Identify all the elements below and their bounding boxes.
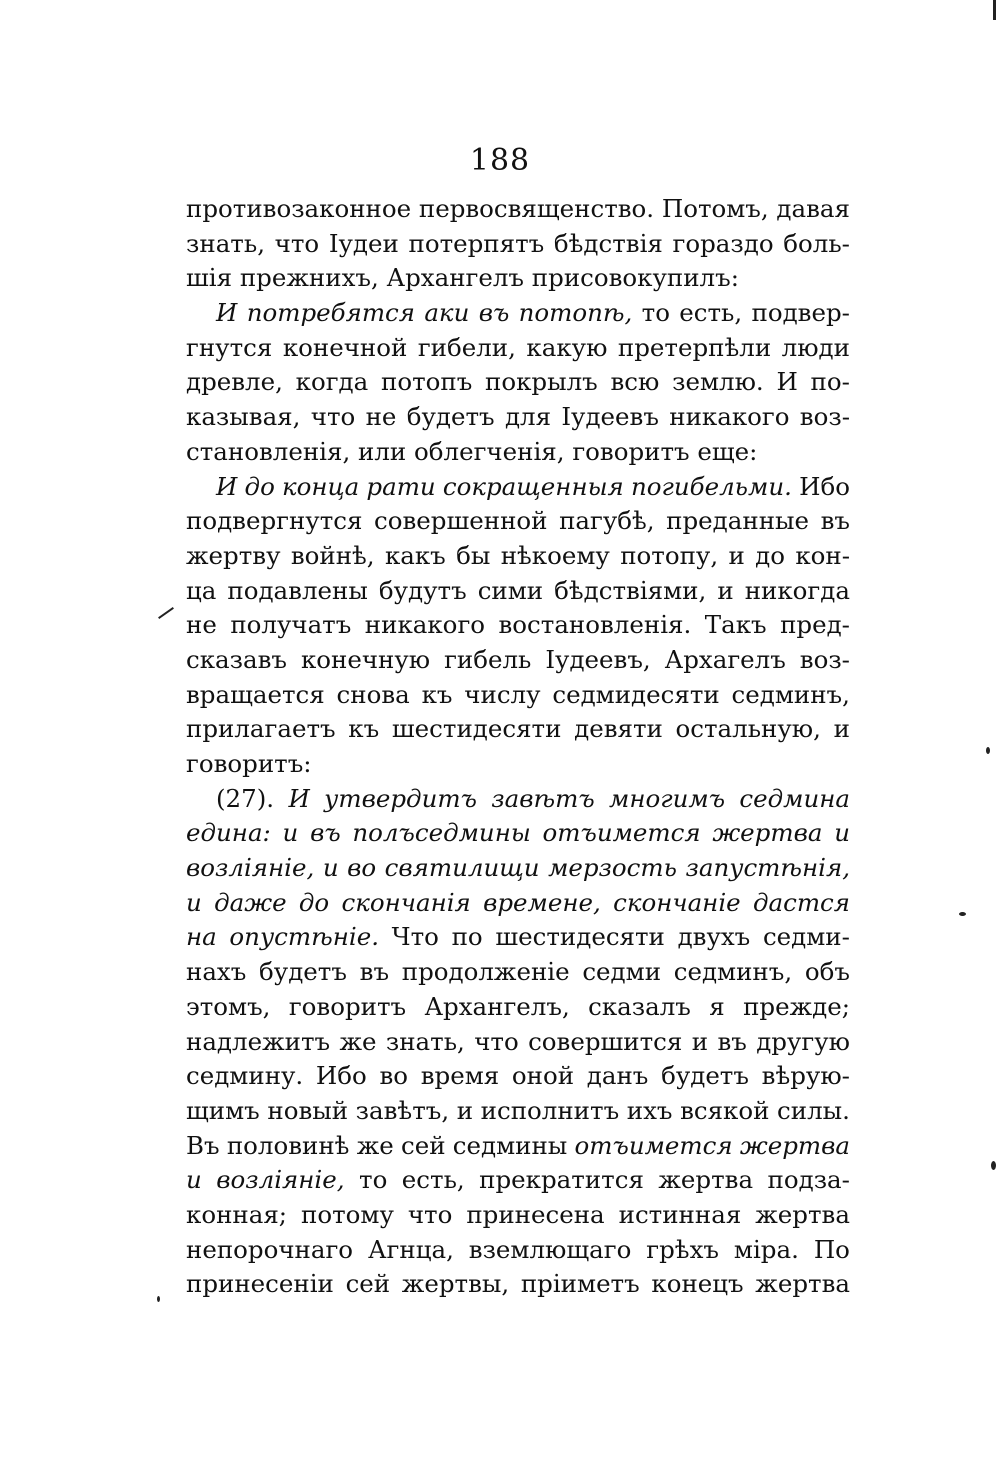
word: конечной [282,332,408,362]
word: сей [400,1130,446,1160]
word: до [755,540,785,570]
text-line [186,539,850,574]
text-line [186,608,850,643]
word: будетъ [259,957,347,987]
word: едина: [186,818,271,848]
word: будетъ [406,402,495,432]
word: новый [267,1095,349,1125]
word: силы. [777,1095,850,1125]
word: погибельми. [630,471,792,501]
word: къ [348,714,380,744]
word: подвергнутся [186,506,363,536]
word: жертву [186,540,281,570]
word: казывая, [186,402,301,432]
word: сей [345,1269,391,1299]
word: седмина [739,783,850,813]
word: седми [582,957,662,987]
word: сими [477,575,544,605]
word: вземлющаго [468,1234,632,1264]
word: запустѣнія, [685,853,850,883]
word: Іудеи [328,228,399,258]
word: преданные [666,506,810,536]
word: даже [214,887,287,917]
word: двухъ [677,922,751,952]
word: противозаконное [186,194,412,223]
word: продолженіе [401,957,570,987]
word: бѣдствіями, [554,575,707,605]
word: И [216,298,238,328]
word: бы [456,540,491,570]
word: будутъ [378,575,467,605]
word: данъ [586,1061,649,1091]
word: возліяніе, [216,1165,345,1195]
word: ихъ [626,1095,673,1125]
text-line [186,400,850,435]
word: нахъ [186,957,247,987]
word: подвер- [751,298,850,328]
word: прилагаетъ [186,714,336,744]
word: сказавъ [186,644,287,674]
word: конная; [186,1199,288,1229]
word: гнутся [186,332,273,362]
word: Въ [186,1130,220,1160]
word: и [282,818,299,848]
word: вѣрую- [761,1061,850,1091]
word: время [420,1061,500,1091]
word: когда [295,367,369,397]
word: землю. [672,367,764,397]
word: въ [717,1026,747,1056]
text-line [186,1129,850,1164]
word: (27). [216,783,275,813]
word: что [310,402,356,432]
word: бѣдствія [553,228,663,258]
word: потопу, [620,540,719,570]
speck [157,1296,160,1302]
text-line [186,747,850,782]
text-line [186,470,850,505]
word: сокращенныя [442,471,624,501]
word: потребятся [246,298,415,328]
word: ца [186,575,217,605]
word: во [347,853,377,883]
word: по [451,922,483,952]
speck [991,1161,996,1170]
word: люди [781,332,850,362]
body-text [186,192,850,1302]
word: потому [301,1199,394,1229]
word: полъседмины [352,818,531,848]
word: И [776,367,798,397]
word: говоритъ: [186,749,312,778]
word: остальную, [675,714,821,744]
word: этомъ, [186,991,271,1021]
word: по- [810,367,850,397]
word: то [641,298,670,328]
word: до [244,471,275,501]
word: во [379,1061,409,1091]
word: подза- [767,1165,850,1195]
word: шестидесяти [391,714,562,744]
word: востановленія. [498,610,692,640]
word: говоритъ [288,991,407,1021]
word: принесена [466,1199,605,1229]
text-line [186,1233,850,1268]
word: и [834,818,850,848]
word: жертва [755,1269,850,1299]
word: Ибо [315,1061,367,1091]
word: скончанія [341,887,471,917]
word: жертва [755,1199,850,1229]
word: девяти [574,714,663,744]
word: завѣтъ, [355,1095,450,1125]
word: не [365,402,397,432]
word: конечную [300,644,431,674]
word: другую [756,1026,850,1056]
word: боль- [783,228,850,258]
word: Такъ [704,610,767,640]
text-line [186,955,850,990]
word: получатъ [230,610,352,640]
word: аки [424,298,470,328]
word: къ [421,679,453,709]
word: я [709,991,725,1021]
word: грѣхъ [646,1234,719,1264]
word: и [186,887,202,917]
word: войнѣ, [290,540,375,570]
word: прежде; [743,991,850,1021]
word: пред- [780,610,850,640]
text-line [186,678,850,713]
text-line [186,574,850,609]
word: никакого [669,402,790,432]
word: времене, [483,887,601,917]
word: жертвы, [401,1269,510,1299]
word: Что [391,922,439,952]
word: совершится [528,1026,683,1056]
word: утвердитъ [324,783,477,813]
word: есть, [401,1165,465,1195]
text-line [186,1025,850,1060]
word: Іудеевъ, [545,644,651,674]
word: же [339,1026,377,1056]
word: давая [776,194,850,223]
word: числу [464,679,541,709]
word: принесеніи [186,1269,334,1299]
word: что [407,1199,453,1229]
text-line [186,331,850,366]
word: Іудеевъ [561,402,659,432]
word: шестидесяти [495,922,665,952]
word: скончаніе [613,887,741,917]
word: седминъ, [673,957,793,987]
word: опустѣніе. [229,922,379,952]
word: какую [526,332,608,362]
word: не [186,610,217,640]
word: въ [820,506,850,536]
word: никакого [364,610,486,640]
text-line [186,920,850,955]
text-line [186,816,850,851]
word: потопѣ, [518,298,633,328]
text-line [186,782,850,817]
word: становленія, или облегченія, говоритъ еще: [186,436,758,466]
word: седмидесяти [552,679,720,709]
word: всякой [680,1095,770,1125]
word: пріиметъ [520,1269,640,1299]
margin-mark [158,607,174,619]
word: гораздо [672,228,774,258]
speck [986,747,990,754]
word: и [186,1165,202,1195]
word: совершенной [374,506,548,536]
word: щимъ [186,1095,260,1125]
word: покрылъ [485,367,598,397]
word: жертва [712,818,823,848]
word: жертва [658,1165,754,1195]
word: знать, [385,1026,465,1056]
word: вращается [186,679,325,709]
word: то [359,1165,388,1195]
word: и [717,575,734,605]
word: въ [359,957,390,987]
word: Потомъ, [661,194,769,223]
word: въ [310,818,341,848]
text-line [186,261,850,296]
word: конца [282,471,360,501]
word: же [356,1130,394,1160]
word: потерпятъ [408,228,545,258]
word: дастся [752,887,850,917]
word: святилищи [384,853,540,883]
text-line [186,1267,850,1302]
word: Архангелъ, [424,991,570,1021]
word: сказалъ [588,991,691,1021]
word: и [691,1026,709,1056]
text-line [186,227,850,262]
word: отъимется [542,818,701,848]
word: рати [366,471,436,501]
word: оной [511,1061,575,1091]
word: гибели, [417,332,516,362]
word: на [186,922,217,952]
word: Архагелъ [664,644,786,674]
text-line [186,1163,850,1198]
word: и [456,1095,474,1125]
word: что [274,228,320,258]
word: И [216,471,238,501]
text-line [186,1198,850,1233]
word: непорочнаго [186,1234,354,1264]
page-number: 188 [469,143,531,178]
word: седми- [762,922,850,952]
word: первосвященство. [418,194,655,223]
speck [959,912,966,916]
word: объ [804,957,850,987]
text-line [186,296,850,331]
word: завѣтъ [491,783,595,813]
word: кон- [795,540,850,570]
word: седминъ, [731,679,850,709]
word: мерзость [548,853,677,883]
word: потопъ [380,367,473,397]
word: міра. [733,1234,799,1264]
word: истинная [618,1199,742,1229]
word: для [504,402,552,432]
word: многимъ [609,783,726,813]
text-line [186,886,850,921]
word: до [298,887,330,917]
word: подавлены [227,575,368,605]
word: половинѣ [226,1130,350,1160]
word: всю [610,367,660,397]
text-line [186,712,850,747]
word: пагубѣ, [559,506,655,536]
word: отъимется [574,1130,733,1160]
word: возліяніе, [186,853,315,883]
word: гибель [444,644,532,674]
word: и [833,714,850,744]
word: что [474,1026,519,1056]
word: претерпѣли [617,332,772,362]
word: прекратится [479,1165,644,1195]
text-line [186,1059,850,1094]
word: въ [478,298,510,328]
word: есть, [679,298,743,328]
word: И [288,783,310,813]
word: никогда [744,575,850,605]
word: Агнца, [367,1234,454,1264]
text-line [186,1094,850,1129]
word: исполнитъ [480,1095,620,1125]
text-line [186,435,850,470]
edge-mark [993,0,996,20]
word: и [728,540,745,570]
text-line [186,365,850,400]
word: воз- [799,644,850,674]
word: снова [336,679,410,709]
word: нѣкоему [500,540,610,570]
word: знать, [186,228,265,258]
word: и [322,853,339,883]
word: будетъ [661,1061,749,1091]
word: конецъ [651,1269,744,1299]
word: воз- [799,402,850,432]
text-line [186,192,850,227]
word: Ибо [799,471,850,501]
word: жертва [739,1130,850,1160]
text-line [186,504,850,539]
word: какъ [384,540,446,570]
word: По [813,1234,850,1264]
word: надлежитъ [186,1026,331,1056]
word: древле, [186,367,283,397]
text-line [186,851,850,886]
word: седмины [452,1130,568,1160]
text-line [186,643,850,678]
word: шія прежнихъ, Архангелъ присовокупилъ: [186,263,739,293]
text-line [186,990,850,1025]
word: седмину. [186,1061,304,1091]
